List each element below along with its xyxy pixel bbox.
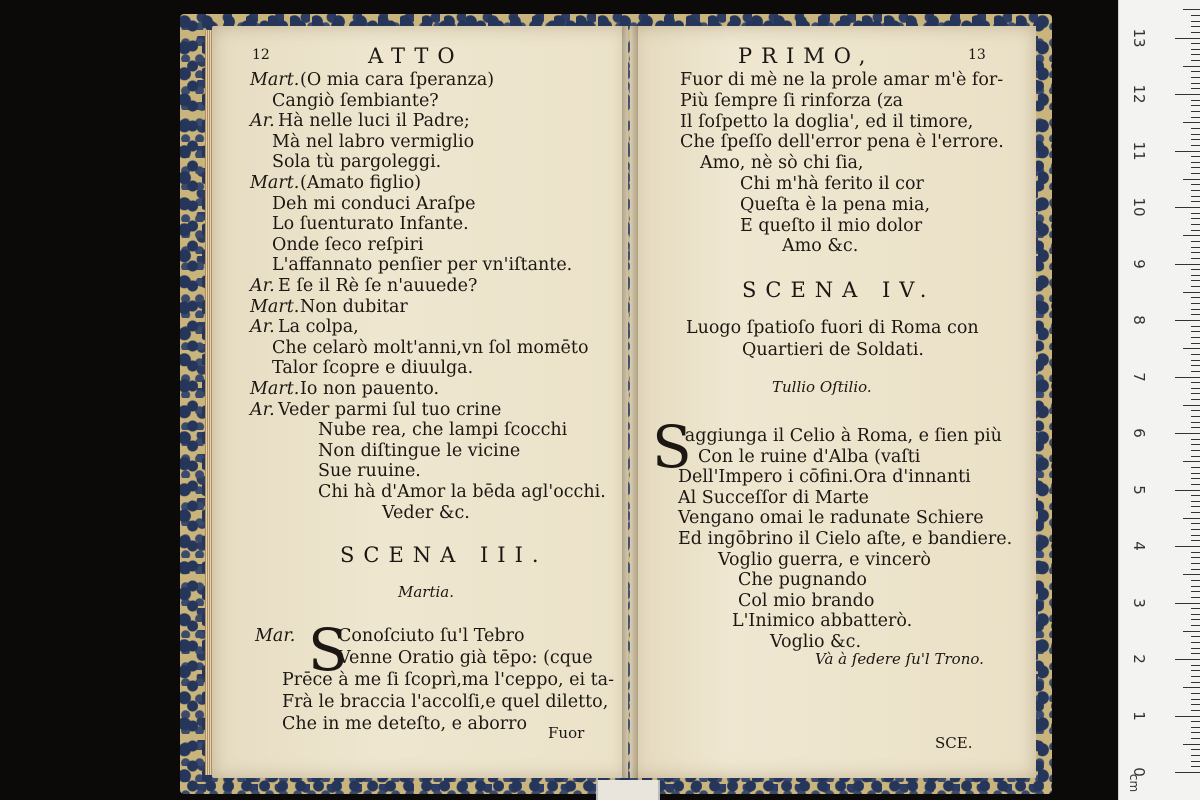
- verse-line: Onde ſeco reſpiri: [272, 234, 424, 255]
- ruler-tick: [1183, 631, 1200, 632]
- ruler-tick: [1175, 94, 1200, 95]
- ruler-tick: [1191, 201, 1200, 202]
- verse-line: Fuor di mè ne la prole amar m'è for-: [680, 70, 1004, 90]
- ruler-tick: [1191, 337, 1200, 338]
- ruler-tick: [1191, 309, 1200, 310]
- ruler-number: 8: [1130, 315, 1148, 325]
- ruler-tick: [1191, 653, 1200, 654]
- ruler-tick: [1191, 343, 1200, 344]
- speaker-label: Mart.: [250, 173, 300, 193]
- ruler-tick: [1191, 670, 1200, 671]
- ruler-tick: [1191, 648, 1200, 649]
- ruler-tick: [1175, 151, 1200, 152]
- verse-line: Col mio brando: [738, 590, 875, 611]
- scale-ruler: [1118, 0, 1200, 800]
- ruler-tick: [1191, 218, 1200, 219]
- ruler-number: 6: [1130, 428, 1148, 438]
- verse-line: Deh mi conduci Araſpe: [272, 193, 476, 214]
- ruler-tick: [1191, 258, 1200, 259]
- verse-line: Talor ſcopre e diuulga.: [272, 358, 474, 379]
- ruler-tick: [1191, 77, 1200, 78]
- ruler-tick: [1191, 427, 1200, 428]
- ruler-tick: [1191, 563, 1200, 564]
- ruler-tick: [1191, 252, 1200, 253]
- right-scene-title: SCENA IV.: [742, 278, 936, 302]
- ruler-tick: [1191, 529, 1200, 530]
- ruler-tick: [1191, 495, 1200, 496]
- ruler-tick: [1191, 608, 1200, 609]
- ruler-tick: [1191, 49, 1200, 50]
- ruler-tick: [1191, 303, 1200, 304]
- verse-line: Venne Oratio già tēpo: (cque: [338, 648, 593, 668]
- verse-line: Voglio guerra, e vincerò: [718, 549, 931, 570]
- speaker-label: Mart.: [250, 70, 300, 90]
- ruler-tick: [1191, 382, 1200, 383]
- verse-line: Sue ruuine.: [318, 461, 421, 482]
- ruler-number: 2: [1130, 654, 1148, 664]
- ruler-tick: [1175, 716, 1200, 717]
- verse-line: Amo, nè sò chi ſia,: [700, 153, 864, 174]
- verse-line: Non diſtingue le vicine: [318, 440, 521, 461]
- verse-line: Sola tù pargoleggi.: [272, 152, 442, 173]
- ruler-tick: [1191, 512, 1200, 513]
- ruler-tick: [1191, 473, 1200, 474]
- ruler-tick: [1191, 71, 1200, 72]
- ruler-tick: [1191, 241, 1200, 242]
- ruler-tick: [1191, 43, 1200, 44]
- setting-line: Luogo ſpatioſo fuori di Roma con: [686, 318, 979, 338]
- ruler-tick: [1183, 9, 1200, 10]
- verse-line: Chi hà d'Amor la bēda agl'occhi.: [318, 482, 606, 502]
- ruler-tick: [1191, 399, 1200, 400]
- ruler-tick: [1191, 213, 1200, 214]
- ruler-tick: [1191, 704, 1200, 705]
- verse-line: Che in me deteſto, e aborro: [282, 714, 527, 734]
- ruler-tick: [1191, 535, 1200, 536]
- ruler-tick: [1183, 179, 1200, 180]
- ruler-number: 12: [1130, 84, 1148, 104]
- ruler-tick: [1191, 26, 1200, 27]
- ruler-tick: [1191, 586, 1200, 587]
- ruler-tick: [1183, 66, 1200, 67]
- ruler-tick: [1191, 117, 1200, 118]
- ruler-tick: [1191, 111, 1200, 112]
- ruler-tick: [1175, 772, 1200, 773]
- ruler-tick: [1191, 540, 1200, 541]
- ruler-tick: [1191, 247, 1200, 248]
- verse-line: Veder &c.: [382, 502, 470, 523]
- ruler-tick: [1191, 665, 1200, 666]
- ruler-tick: [1191, 156, 1200, 157]
- ruler-tick: [1191, 410, 1200, 411]
- ruler-tick: [1191, 506, 1200, 507]
- verse-line: Veder parmi ſul tuo crine: [278, 399, 502, 420]
- verse-line: Dell'Impero i cōfini.Ora d'innanti: [678, 467, 971, 488]
- ruler-tick: [1191, 444, 1200, 445]
- ruler-tick: [1191, 597, 1200, 598]
- ruler-tick: [1191, 371, 1200, 372]
- verse-line: (O mia cara ſperanza): [300, 70, 495, 90]
- right-running-head: PRIMO,: [738, 44, 875, 68]
- ruler-tick: [1191, 732, 1200, 733]
- ruler-tick: [1191, 682, 1200, 683]
- ruler-tick: [1191, 134, 1200, 135]
- ruler-tick: [1191, 162, 1200, 163]
- ruler-tick: [1191, 721, 1200, 722]
- ruler-tick: [1191, 15, 1200, 16]
- ruler-tick: [1191, 501, 1200, 502]
- ruler-tick: [1191, 145, 1200, 146]
- left-scene-speaker: Mar.: [255, 626, 296, 646]
- right-catchword: SCE.: [935, 734, 973, 752]
- ruler-tick: [1191, 484, 1200, 485]
- ruler-tick: [1191, 761, 1200, 762]
- ruler-tick: [1175, 546, 1200, 547]
- ruler-tick: [1175, 264, 1200, 265]
- verse-line: Conoſciuto ſu'l Tebro: [338, 626, 525, 646]
- ruler-tick: [1191, 314, 1200, 315]
- book-gutter: [622, 26, 638, 778]
- ruler-tick: [1191, 275, 1200, 276]
- ruler-tick: [1191, 388, 1200, 389]
- ruler-tick: [1191, 224, 1200, 225]
- ruler-tick: [1191, 416, 1200, 417]
- ruler-tick: [1191, 190, 1200, 191]
- ruler-tick: [1175, 603, 1200, 604]
- ruler-tick: [1191, 269, 1200, 270]
- ruler-tick: [1191, 60, 1200, 61]
- ruler-tick: [1183, 461, 1200, 462]
- ruler-tick: [1191, 467, 1200, 468]
- ruler-tick: [1191, 32, 1200, 33]
- left-drop-cap: S: [308, 616, 348, 684]
- ruler-tick: [1191, 196, 1200, 197]
- ruler-tick: [1175, 659, 1200, 660]
- right-drop-cap: S: [652, 413, 692, 481]
- ruler-tick: [1183, 687, 1200, 688]
- ruler-tick: [1191, 439, 1200, 440]
- verse-line: Al Succeſſor di Marte: [678, 487, 869, 508]
- verse-line: Voglio &c.: [770, 632, 862, 652]
- ruler-tick: [1191, 749, 1200, 750]
- ruler-number: 13: [1130, 27, 1148, 48]
- ruler-tick: [1191, 297, 1200, 298]
- left-catchword: Fuor: [548, 724, 585, 742]
- ruler-tick: [1191, 699, 1200, 700]
- left-page-number: 12: [252, 47, 270, 63]
- ruler-tick: [1191, 83, 1200, 84]
- ruler-number: 3: [1130, 597, 1148, 608]
- verse-line: Nube rea, che lampi ſcocchi: [318, 420, 568, 441]
- left-scene-title: SCENA III.: [340, 543, 548, 567]
- verse-line: E ſe il Rè ſe n'auuede?: [278, 276, 478, 296]
- ruler-tick: [1183, 574, 1200, 575]
- ruler-tick: [1191, 450, 1200, 451]
- ruler-tick: [1191, 738, 1200, 739]
- verse-line: L'affannato penſier per vn'iſtante.: [272, 255, 573, 276]
- ruler-tick: [1191, 139, 1200, 140]
- verse-line: Amo &c.: [782, 236, 859, 257]
- verse-line: Che ſpeſſo dell'error pena è l'errore.: [680, 132, 1004, 153]
- ruler-tick: [1191, 184, 1200, 185]
- ruler-tick: [1175, 38, 1200, 39]
- verse-line: La colpa,: [278, 317, 359, 338]
- verse-line: Il ſoſpetto la doglia', ed il timore,: [680, 111, 974, 132]
- ruler-tick: [1191, 755, 1200, 756]
- ruler-tick: [1183, 405, 1200, 406]
- ruler-tick: [1191, 766, 1200, 767]
- ruler-tick: [1183, 235, 1200, 236]
- ruler-tick: [1191, 286, 1200, 287]
- ruler-tick: [1183, 744, 1200, 745]
- ruler-tick: [1191, 625, 1200, 626]
- ruler-number: 1: [1130, 710, 1148, 721]
- ruler-tick: [1191, 128, 1200, 129]
- ruler-tick: [1191, 636, 1200, 637]
- verse-line: Cangiò ſembiante?: [272, 90, 439, 111]
- ruler-tick: [1175, 490, 1200, 491]
- ruler-tick: [1191, 105, 1200, 106]
- ruler-tick: [1191, 365, 1200, 366]
- ruler-number: 0: [1130, 767, 1148, 777]
- setting-line: Quartieri de Soldati.: [742, 340, 924, 360]
- ruler-tick: [1191, 727, 1200, 728]
- ruler-number: 4: [1130, 541, 1148, 551]
- ruler-tick: [1175, 377, 1200, 378]
- verse-line: 'aggiunga il Celio à Roma, e ſien più: [680, 426, 1002, 446]
- speaker-label: Ar.: [250, 111, 275, 132]
- ruler-tick: [1191, 393, 1200, 394]
- verse-line: Prēce à me ſi ſcoprì,ma l'ceppo, ei ta-: [282, 670, 615, 690]
- ruler-tick: [1191, 54, 1200, 55]
- verse-line: Hà nelle luci il Padre;: [278, 111, 470, 132]
- verse-line: Ed ingōbrino il Cielo aſte, e bandiere.: [678, 529, 1013, 549]
- ruler-tick: [1191, 676, 1200, 677]
- right-stage-direction: Và à ſedere ſu'l Trono.: [815, 650, 984, 668]
- ruler-tick: [1191, 173, 1200, 174]
- ruler-tick: [1191, 326, 1200, 327]
- left-running-head: ATTO: [368, 44, 464, 68]
- verse-line: Vengano omai le radunate Schiere: [678, 508, 984, 529]
- ruler-tick: [1191, 354, 1200, 355]
- ruler-tick: [1175, 320, 1200, 321]
- verse-line: Non dubitar: [300, 296, 408, 317]
- verse-line: Con le ruine d'Alba (vaſti: [698, 446, 921, 467]
- right-scene-character: Tullio Oſtilio.: [772, 378, 872, 396]
- ruler-tick: [1191, 552, 1200, 553]
- verse-line: Mà nel labro vermiglio: [272, 131, 475, 152]
- verse-line: Che celarò molt'anni,vn ſol momēto: [272, 337, 589, 358]
- ruler-tick: [1175, 433, 1200, 434]
- verse-line: Chi m'hà ferito il cor: [740, 174, 924, 194]
- speaker-label: Ar.: [250, 276, 275, 296]
- ruler-tick: [1191, 580, 1200, 581]
- ruler-number: 7: [1130, 371, 1148, 382]
- speaker-label: Mart.: [250, 379, 300, 399]
- ruler-tick: [1183, 122, 1200, 123]
- ruler-tick: [1183, 518, 1200, 519]
- ruler-number: 5: [1130, 484, 1148, 495]
- ruler-tick: [1191, 619, 1200, 620]
- ruler-tick: [1191, 591, 1200, 592]
- ruler-number: 10: [1130, 197, 1148, 217]
- verse-line: Frà le braccia l'accolſi,e quel diletto,: [282, 692, 609, 712]
- ruler-tick: [1191, 167, 1200, 168]
- ruler-tick: [1191, 230, 1200, 231]
- ruler-tick: [1191, 100, 1200, 101]
- ruler-tick: [1191, 523, 1200, 524]
- verse-line: Lo ſuenturato Infante.: [272, 214, 469, 235]
- ruler-tick: [1191, 693, 1200, 694]
- ruler-tick: [1191, 331, 1200, 332]
- ruler-tick: [1191, 280, 1200, 281]
- verse-line: (Amato figlio): [300, 173, 422, 193]
- speaker-label: Ar.: [250, 399, 275, 420]
- ruler-tick: [1183, 348, 1200, 349]
- right-page-number: 13: [968, 47, 986, 63]
- ruler-tick: [1191, 642, 1200, 643]
- verse-line: Più ſempre ſi rinforza (za: [680, 90, 904, 111]
- verse-line: E queſto il mio dolor: [740, 215, 923, 236]
- ruler-tick: [1191, 422, 1200, 423]
- ruler-tick: [1191, 21, 1200, 22]
- speaker-label: Ar.: [250, 317, 275, 338]
- verse-line: Io non pauento.: [300, 379, 440, 399]
- ruler-tick: [1191, 478, 1200, 479]
- ruler-tick: [1191, 557, 1200, 558]
- ruler-tick: [1183, 292, 1200, 293]
- ruler-tick: [1191, 710, 1200, 711]
- ruler-unit: cm: [1127, 773, 1142, 793]
- verse-line: Che pugnando: [738, 570, 867, 591]
- ruler-tick: [1191, 614, 1200, 615]
- ruler-number: 11: [1130, 140, 1148, 161]
- ruler-tick: [1191, 88, 1200, 89]
- ruler-tick: [1175, 207, 1200, 208]
- ruler-tick: [1191, 456, 1200, 457]
- ruler-tick: [1191, 360, 1200, 361]
- verse-line: L'Inimico abbatterò.: [732, 611, 913, 632]
- verse-line: Queſta è la pena mia,: [740, 194, 931, 215]
- ruler-tick: [1191, 569, 1200, 570]
- left-scene-character: Martia.: [398, 583, 455, 601]
- ruler-number: 9: [1130, 258, 1148, 269]
- spine-strip: [596, 780, 660, 800]
- speaker-label: Mart.: [250, 296, 300, 317]
